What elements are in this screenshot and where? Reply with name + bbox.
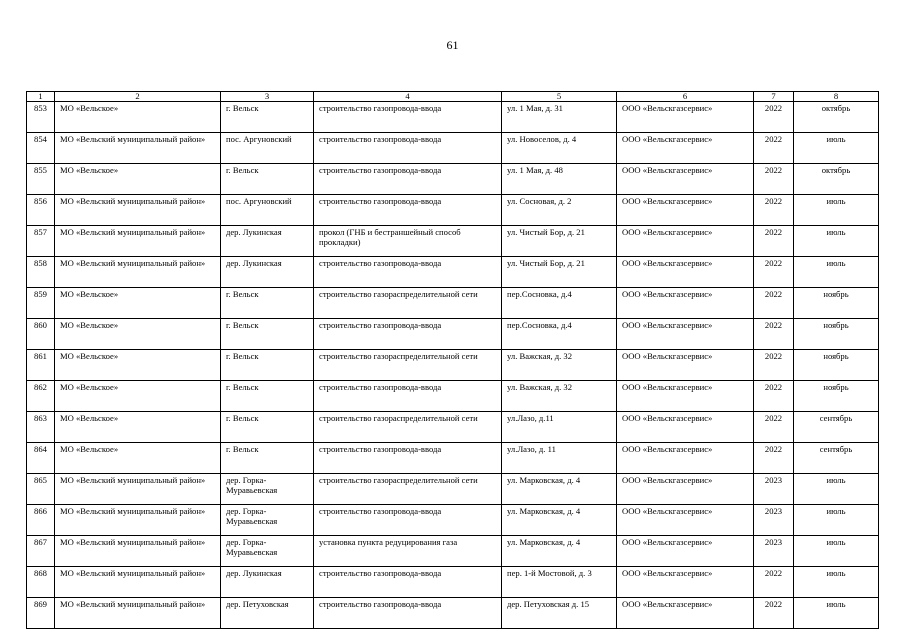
settlement-cell: г. Вельск: [221, 350, 314, 381]
table-row: [27, 164, 879, 195]
table-row: [27, 474, 879, 505]
row-number-cell: 857: [27, 226, 55, 257]
address-cell: пер. 1-й Мостовой, д. 3: [502, 567, 617, 598]
table-body: [27, 92, 879, 629]
municipality-cell: МО «Вельский муниципальный район»: [55, 226, 221, 257]
work-type-cell: прокол (ГНБ и бестраншейный способ прокладки): [314, 226, 502, 257]
settlement-cell: г. Вельск: [221, 381, 314, 412]
column-number-row: [27, 92, 879, 102]
municipality-cell: МО «Вельский муниципальный район»: [55, 536, 221, 567]
work-type-cell: строительство газораспределительной сети: [314, 412, 502, 443]
work-type-cell: строительство газопровода-ввода: [314, 443, 502, 474]
row-number-cell: 856: [27, 195, 55, 226]
address-cell: ул.Лазо, д.11: [502, 412, 617, 443]
month-cell: июль: [794, 567, 879, 598]
month-cell: июль: [794, 133, 879, 164]
organization-cell: ООО «Вельскгазсервис»: [617, 102, 754, 133]
row-number-cell: 864: [27, 443, 55, 474]
organization-cell: ООО «Вельскгазсервис»: [617, 381, 754, 412]
row-number-cell: 859: [27, 288, 55, 319]
month-cell: ноябрь: [794, 381, 879, 412]
work-type-cell: строительство газопровода-ввода: [314, 195, 502, 226]
settlement-cell: дер. Петуховская: [221, 598, 314, 629]
row-number-cell: 861: [27, 350, 55, 381]
organization-cell: ООО «Вельскгазсервис»: [617, 412, 754, 443]
organization-cell: ООО «Вельскгазсервис»: [617, 505, 754, 536]
year-cell: 2023: [754, 536, 794, 567]
work-type-cell: строительство газопровода-ввода: [314, 567, 502, 598]
table-row: [27, 226, 879, 257]
municipality-cell: МО «Вельский муниципальный район»: [55, 133, 221, 164]
settlement-cell: г. Вельск: [221, 319, 314, 350]
column-header: 2: [55, 92, 221, 102]
settlement-cell: г. Вельск: [221, 102, 314, 133]
column-header: 7: [754, 92, 794, 102]
settlement-cell: г. Вельск: [221, 412, 314, 443]
organization-cell: ООО «Вельскгазсервис»: [617, 598, 754, 629]
year-cell: 2022: [754, 226, 794, 257]
table-row: [27, 443, 879, 474]
work-type-cell: строительство газораспределительной сети: [314, 350, 502, 381]
address-cell: ул. Марковская, д. 4: [502, 505, 617, 536]
settlement-cell: дер. Горка-Муравьевская: [221, 536, 314, 567]
work-type-cell: установка пункта редуцирования газа: [314, 536, 502, 567]
year-cell: 2022: [754, 381, 794, 412]
month-cell: июль: [794, 474, 879, 505]
address-cell: ул. Важская, д. 32: [502, 381, 617, 412]
work-type-cell: строительство газопровода-ввода: [314, 257, 502, 288]
table-row: [27, 381, 879, 412]
municipality-cell: МО «Вельское»: [55, 319, 221, 350]
address-cell: ул.Лазо, д. 11: [502, 443, 617, 474]
work-type-cell: строительство газопровода-ввода: [314, 598, 502, 629]
month-cell: июль: [794, 536, 879, 567]
month-cell: июль: [794, 226, 879, 257]
work-type-cell: строительство газопровода-ввода: [314, 381, 502, 412]
column-header: 4: [314, 92, 502, 102]
month-cell: октябрь: [794, 102, 879, 133]
address-cell: ул. Чистый Бор, д. 21: [502, 226, 617, 257]
work-type-cell: строительство газопровода-ввода: [314, 319, 502, 350]
municipality-cell: МО «Вельское»: [55, 443, 221, 474]
address-cell: ул. Важская, д. 32: [502, 350, 617, 381]
month-cell: июль: [794, 257, 879, 288]
organization-cell: ООО «Вельскгазсервис»: [617, 288, 754, 319]
year-cell: 2022: [754, 598, 794, 629]
year-cell: 2022: [754, 412, 794, 443]
table-row: [27, 567, 879, 598]
month-cell: ноябрь: [794, 319, 879, 350]
settlement-cell: дер. Лукинская: [221, 257, 314, 288]
month-cell: сентябрь: [794, 412, 879, 443]
year-cell: 2023: [754, 474, 794, 505]
municipality-cell: МО «Вельский муниципальный район»: [55, 567, 221, 598]
municipality-cell: МО «Вельское»: [55, 288, 221, 319]
settlement-cell: г. Вельск: [221, 288, 314, 319]
table-row: [27, 319, 879, 350]
month-cell: ноябрь: [794, 288, 879, 319]
organization-cell: ООО «Вельскгазсервис»: [617, 195, 754, 226]
organization-cell: ООО «Вельскгазсервис»: [617, 474, 754, 505]
settlement-cell: г. Вельск: [221, 164, 314, 195]
municipality-cell: МО «Вельское»: [55, 412, 221, 443]
organization-cell: ООО «Вельскгазсервис»: [617, 567, 754, 598]
row-number-cell: 853: [27, 102, 55, 133]
organization-cell: ООО «Вельскгазсервис»: [617, 319, 754, 350]
address-cell: пер.Сосновка, д.4: [502, 319, 617, 350]
address-cell: ул. Сосновая, д. 2: [502, 195, 617, 226]
organization-cell: ООО «Вельскгазсервис»: [617, 164, 754, 195]
table-row: [27, 288, 879, 319]
year-cell: 2022: [754, 319, 794, 350]
municipality-cell: МО «Вельское»: [55, 350, 221, 381]
year-cell: 2022: [754, 567, 794, 598]
row-number-cell: 867: [27, 536, 55, 567]
settlement-cell: дер. Горка-Муравьевская: [221, 474, 314, 505]
table-row: [27, 536, 879, 567]
row-number-cell: 860: [27, 319, 55, 350]
work-type-cell: строительство газопровода-ввода: [314, 505, 502, 536]
row-number-cell: 866: [27, 505, 55, 536]
address-cell: ул. 1 Мая, д. 48: [502, 164, 617, 195]
month-cell: июль: [794, 598, 879, 629]
address-cell: ул. Чистый Бор, д. 21: [502, 257, 617, 288]
municipality-cell: МО «Вельский муниципальный район»: [55, 474, 221, 505]
row-number-cell: 863: [27, 412, 55, 443]
settlement-cell: пос. Аргуновский: [221, 195, 314, 226]
month-cell: ноябрь: [794, 350, 879, 381]
column-header: 8: [794, 92, 879, 102]
table-row: [27, 257, 879, 288]
table-row: [27, 598, 879, 629]
year-cell: 2022: [754, 102, 794, 133]
row-number-cell: 868: [27, 567, 55, 598]
organization-cell: ООО «Вельскгазсервис»: [617, 443, 754, 474]
organization-cell: ООО «Вельскгазсервис»: [617, 257, 754, 288]
year-cell: 2022: [754, 133, 794, 164]
organization-cell: ООО «Вельскгазсервис»: [617, 350, 754, 381]
month-cell: июль: [794, 195, 879, 226]
year-cell: 2022: [754, 350, 794, 381]
column-header: 6: [617, 92, 754, 102]
row-number-cell: 862: [27, 381, 55, 412]
organization-cell: ООО «Вельскгазсервис»: [617, 536, 754, 567]
settlement-cell: пос. Аргуновский: [221, 133, 314, 164]
municipality-cell: МО «Вельское»: [55, 102, 221, 133]
settlement-cell: г. Вельск: [221, 443, 314, 474]
table-row: [27, 195, 879, 226]
month-cell: сентябрь: [794, 443, 879, 474]
year-cell: 2022: [754, 164, 794, 195]
address-cell: ул. Новоселов, д. 4: [502, 133, 617, 164]
row-number-cell: 865: [27, 474, 55, 505]
column-header: 1: [27, 92, 55, 102]
table-row: [27, 412, 879, 443]
work-type-cell: строительство газопровода-ввода: [314, 133, 502, 164]
municipality-cell: МО «Вельский муниципальный район»: [55, 505, 221, 536]
row-number-cell: 869: [27, 598, 55, 629]
table-row: [27, 133, 879, 164]
settlement-cell: дер. Лукинская: [221, 567, 314, 598]
municipality-cell: МО «Вельское»: [55, 381, 221, 412]
municipality-cell: МО «Вельский муниципальный район»: [55, 257, 221, 288]
month-cell: октябрь: [794, 164, 879, 195]
organization-cell: ООО «Вельскгазсервис»: [617, 226, 754, 257]
work-type-cell: строительство газопровода-ввода: [314, 164, 502, 195]
address-cell: ул. 1 Мая, д. 31: [502, 102, 617, 133]
row-number-cell: 854: [27, 133, 55, 164]
year-cell: 2022: [754, 195, 794, 226]
address-cell: ул. Марковская, д. 4: [502, 536, 617, 567]
address-cell: дер. Петуховская д. 15: [502, 598, 617, 629]
column-header: 5: [502, 92, 617, 102]
year-cell: 2022: [754, 443, 794, 474]
municipality-cell: МО «Вельский муниципальный район»: [55, 195, 221, 226]
settlement-cell: дер. Горка-Муравьевская: [221, 505, 314, 536]
table-row: [27, 505, 879, 536]
table-row: [27, 102, 879, 133]
municipality-cell: МО «Вельский муниципальный район»: [55, 598, 221, 629]
work-type-cell: строительство газопровода-ввода: [314, 102, 502, 133]
month-cell: июль: [794, 505, 879, 536]
year-cell: 2023: [754, 505, 794, 536]
organization-cell: ООО «Вельскгазсервис»: [617, 133, 754, 164]
table-row: [27, 350, 879, 381]
row-number-cell: 858: [27, 257, 55, 288]
row-number-cell: 855: [27, 164, 55, 195]
work-type-cell: строительство газораспределительной сети: [314, 474, 502, 505]
settlement-cell: дер. Лукинская: [221, 226, 314, 257]
gas-works-table: [26, 91, 879, 629]
year-cell: 2022: [754, 288, 794, 319]
address-cell: пер.Сосновка, д.4: [502, 288, 617, 319]
work-type-cell: строительство газораспределительной сети: [314, 288, 502, 319]
municipality-cell: МО «Вельское»: [55, 164, 221, 195]
year-cell: 2022: [754, 257, 794, 288]
column-header: 3: [221, 92, 314, 102]
page-number: 61: [446, 38, 459, 52]
address-cell: ул. Марковская, д. 4: [502, 474, 617, 505]
